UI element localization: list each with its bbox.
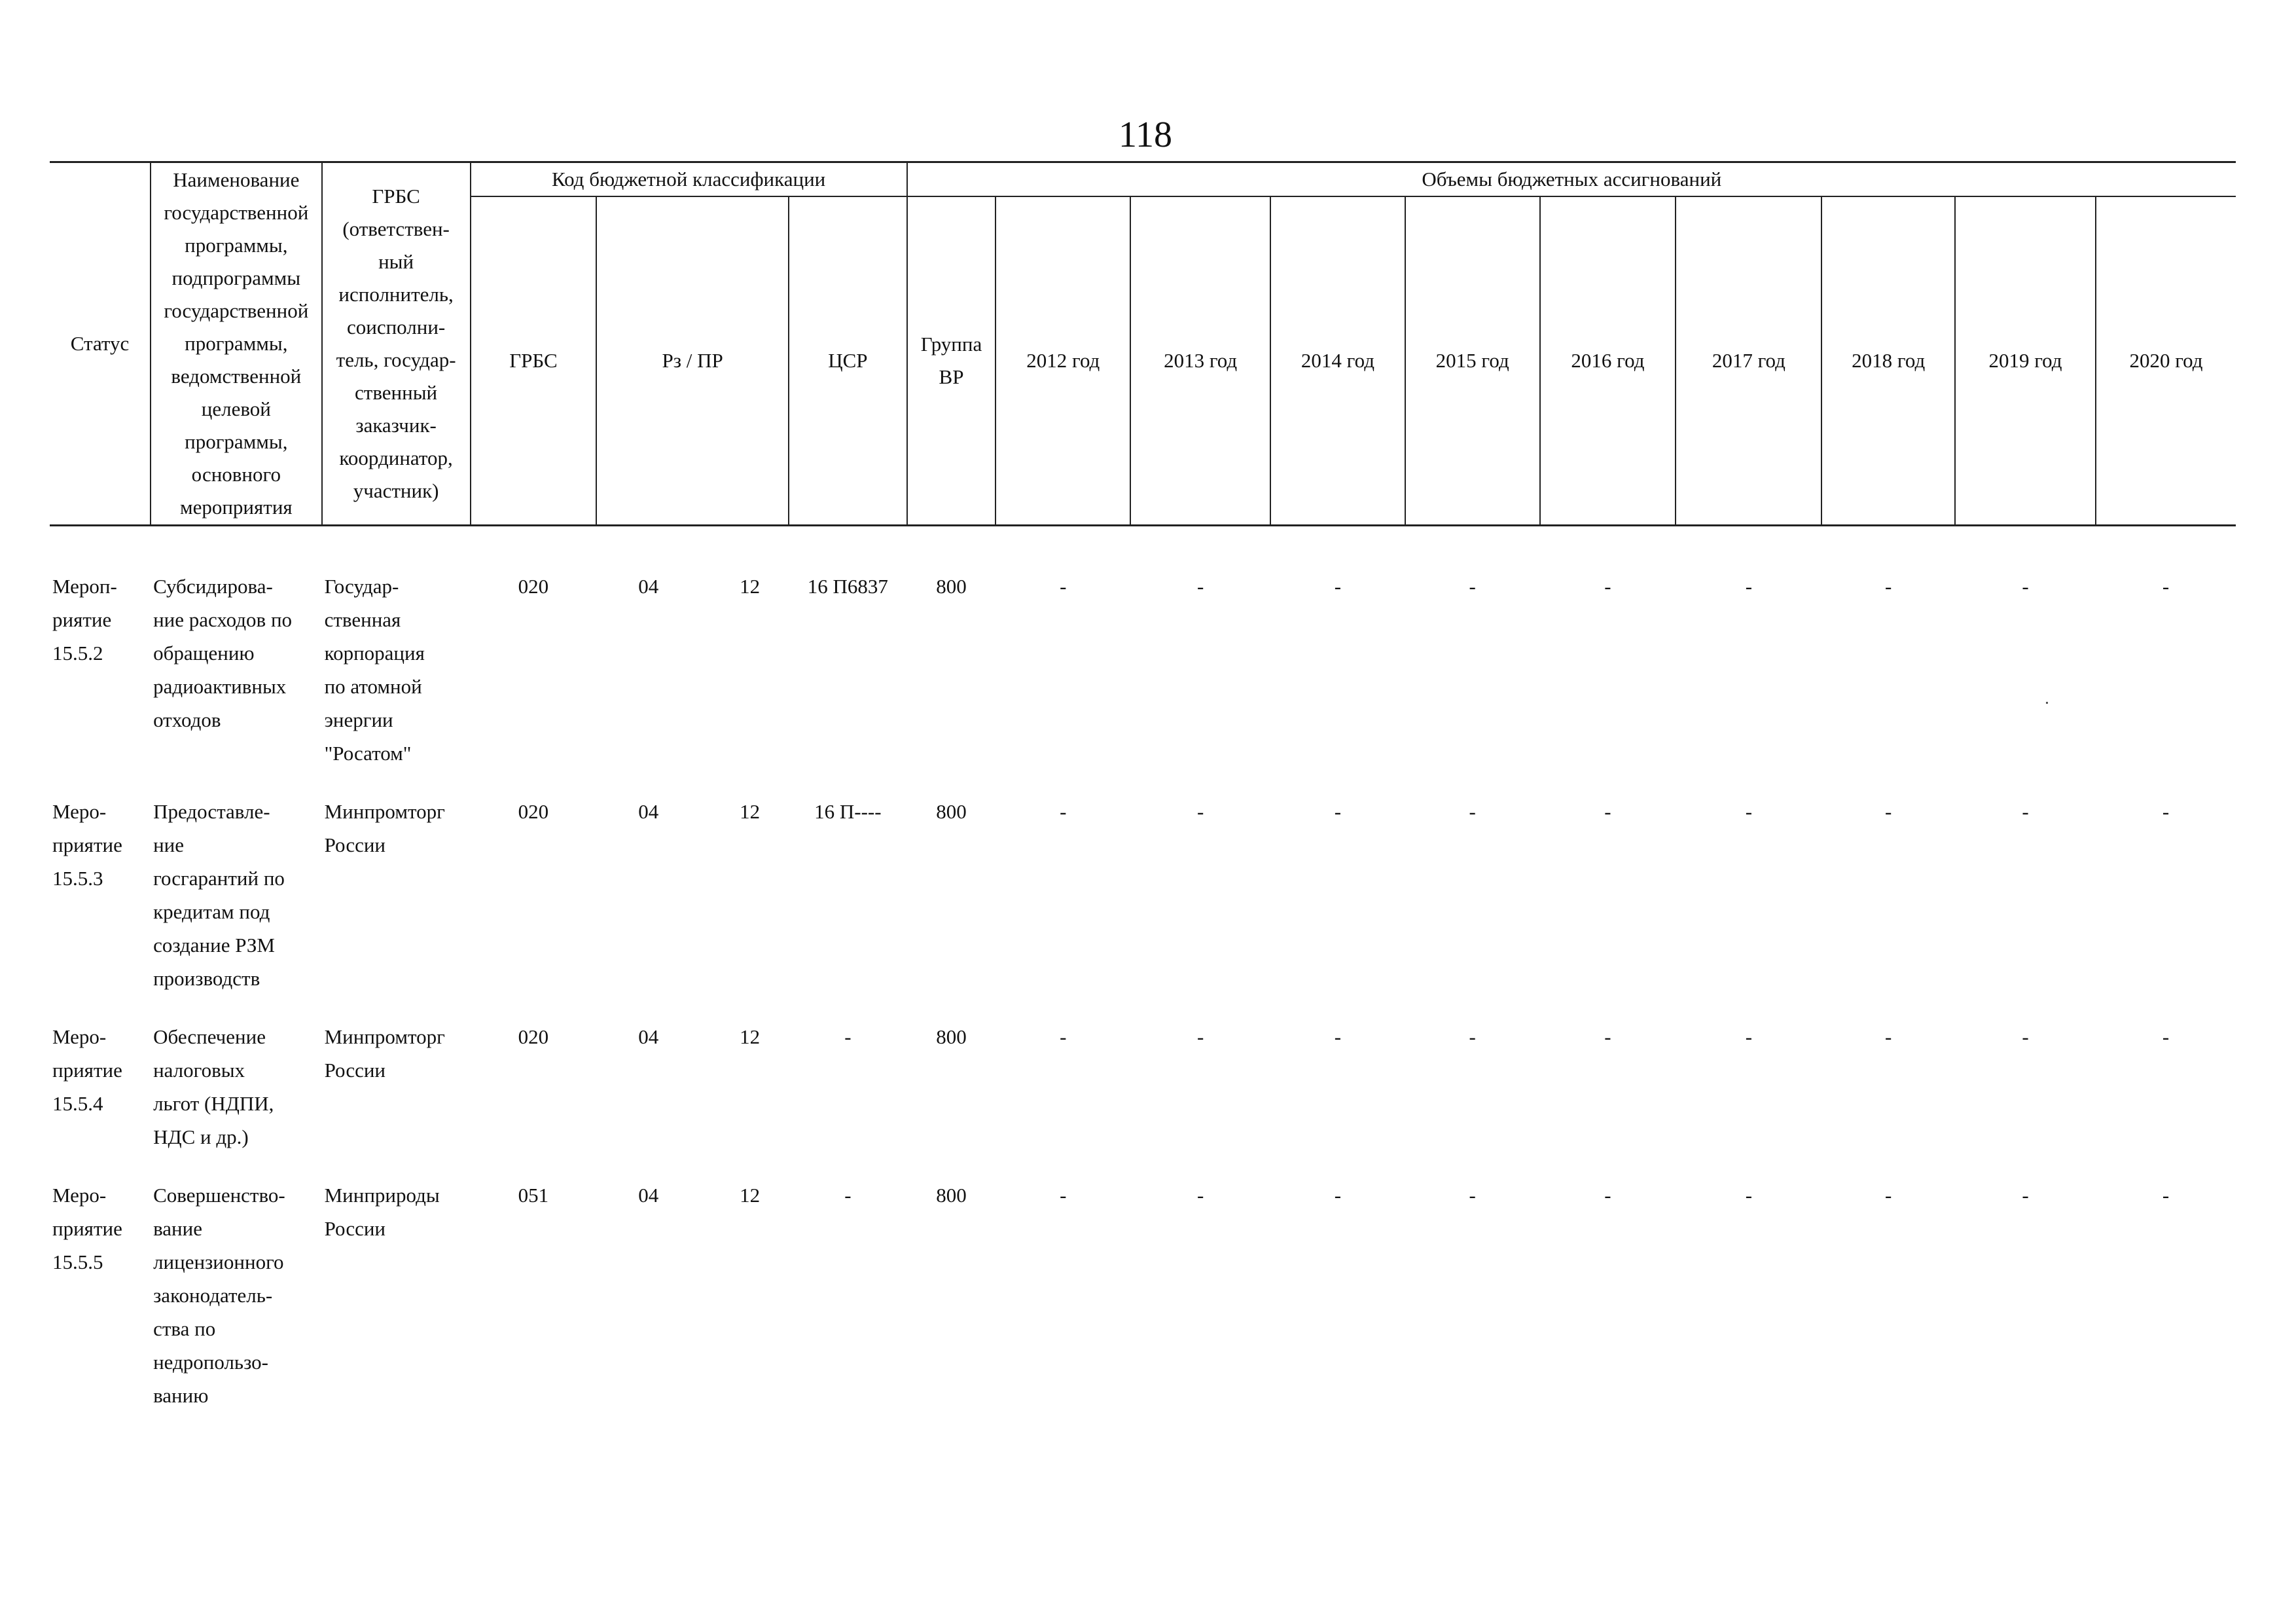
row-year-value: - bbox=[1469, 1184, 1476, 1207]
row-csr: - bbox=[844, 1025, 852, 1048]
row-year-value: - bbox=[1885, 800, 1892, 823]
row-year-value: - bbox=[1196, 1184, 1204, 1207]
row-status: Меро- приятие 15.5.4 bbox=[52, 1025, 122, 1115]
row-year-value: - bbox=[1196, 800, 1204, 823]
row-vr: 800 bbox=[936, 575, 967, 598]
header-year: 2013 год bbox=[1130, 196, 1270, 526]
header-rz-pr: Рз / ПР bbox=[596, 196, 789, 526]
table-row bbox=[50, 1178, 2236, 1412]
row-grbs: 020 bbox=[518, 575, 549, 598]
scan-speck bbox=[2046, 702, 2048, 704]
row-rz: 04 bbox=[638, 575, 659, 598]
row-year-value: - bbox=[1334, 1184, 1342, 1207]
row-rz: 04 bbox=[638, 1025, 659, 1048]
row-executor: Минприроды России bbox=[324, 1184, 440, 1240]
row-year-value: - bbox=[1196, 575, 1204, 598]
row-year-value: - bbox=[1334, 800, 1342, 823]
row-csr: 16 П6837 bbox=[807, 575, 888, 598]
row-pr: 12 bbox=[740, 1184, 761, 1207]
row-year-value: - bbox=[1334, 575, 1342, 598]
row-vr: 800 bbox=[936, 800, 967, 823]
row-pr: 12 bbox=[740, 575, 761, 598]
header-year: 2014 год bbox=[1270, 196, 1405, 526]
row-rz: 04 bbox=[638, 1184, 659, 1207]
row-year-value: - bbox=[1060, 575, 1067, 598]
table-row bbox=[50, 1020, 2236, 1154]
row-pr: 12 bbox=[740, 1025, 761, 1048]
row-year-value: - bbox=[2162, 800, 2170, 823]
row-year-value: - bbox=[1060, 1184, 1067, 1207]
header-year: 2017 год bbox=[1676, 196, 1821, 526]
page-number: 118 bbox=[1119, 115, 1172, 155]
row-year-value: - bbox=[1469, 800, 1476, 823]
row-grbs: 051 bbox=[518, 1184, 549, 1207]
header-year: 2016 год bbox=[1540, 196, 1676, 526]
row-name: Субсидирова- ние расходов по обращению радиоактивных отходов bbox=[153, 575, 293, 731]
row-year-value: - bbox=[1469, 1025, 1476, 1048]
row-year-value: - bbox=[1604, 575, 1611, 598]
header-year: 2020 год bbox=[2096, 196, 2236, 526]
header-csr: ЦСР bbox=[789, 196, 906, 526]
header-year: 2019 год bbox=[1955, 196, 2096, 526]
row-executor: Минпромторг России bbox=[324, 1025, 445, 1082]
row-year-value: - bbox=[2022, 575, 2029, 598]
row-csr: 16 П---- bbox=[814, 800, 882, 823]
row-grbs: 020 bbox=[518, 1025, 549, 1048]
header-year: 2012 год bbox=[996, 196, 1130, 526]
row-pr: 12 bbox=[740, 800, 761, 823]
row-year-value: - bbox=[1885, 575, 1892, 598]
table-row bbox=[50, 570, 2236, 770]
header-volumes-group: Объемы бюджетных ассигнований bbox=[907, 162, 2236, 197]
header-grbs-executor: ГРБС (ответствен- ный исполнитель, соисполни- тель, государ- ственный заказчик- координатор, участник) bbox=[322, 162, 471, 526]
row-year-value: - bbox=[1604, 1025, 1611, 1048]
row-year-value: - bbox=[1334, 1025, 1342, 1048]
row-year-value: - bbox=[1745, 1184, 1753, 1207]
header-kbk-group: Код бюджетной классификации bbox=[471, 162, 907, 197]
row-csr: - bbox=[844, 1184, 852, 1207]
row-status: Меро- приятие 15.5.5 bbox=[52, 1184, 122, 1273]
row-name: Совершенство- вание лицензионного законодатель- ства по недропользо- ванию bbox=[153, 1184, 285, 1407]
budget-table bbox=[50, 161, 2236, 1412]
row-year-value: - bbox=[1060, 800, 1067, 823]
header-grbs: ГРБС bbox=[471, 196, 597, 526]
row-year-value: - bbox=[2022, 1025, 2029, 1048]
row-year-value: - bbox=[2162, 1025, 2170, 1048]
table-row bbox=[50, 795, 2236, 995]
row-rz: 04 bbox=[638, 800, 659, 823]
row-vr: 800 bbox=[936, 1184, 967, 1207]
row-status: Мероп- риятие 15.5.2 bbox=[52, 575, 117, 665]
row-year-value: - bbox=[1604, 800, 1611, 823]
row-year-value: - bbox=[1060, 1025, 1067, 1048]
header-vr: Группа ВР bbox=[907, 196, 996, 526]
row-year-value: - bbox=[1745, 800, 1753, 823]
row-year-value: - bbox=[2162, 575, 2170, 598]
row-year-value: - bbox=[1604, 1184, 1611, 1207]
header-program-name: Наименование государственной программы, подпрограммы государственной программы, ведомственной целевой программы, основного мероприятия bbox=[151, 162, 322, 526]
row-name: Обеспечение налоговых льгот (НДПИ, НДС и др.) bbox=[153, 1025, 274, 1148]
row-year-value: - bbox=[1745, 1025, 1753, 1048]
row-year-value: - bbox=[2022, 800, 2029, 823]
header-year: 2015 год bbox=[1405, 196, 1540, 526]
row-executor: Минпромторг России bbox=[324, 800, 445, 856]
row-grbs: 020 bbox=[518, 800, 549, 823]
header-status: Статус bbox=[50, 162, 151, 526]
row-year-value: - bbox=[1885, 1184, 1892, 1207]
row-name: Предоставле- ние госгарантий по кредитам под создание РЗМ производств bbox=[153, 800, 285, 990]
header-year: 2018 год bbox=[1821, 196, 1955, 526]
row-year-value: - bbox=[2162, 1184, 2170, 1207]
row-year-value: - bbox=[1745, 575, 1753, 598]
row-year-value: - bbox=[1885, 1025, 1892, 1048]
row-status: Меро- приятие 15.5.3 bbox=[52, 800, 122, 890]
row-vr: 800 bbox=[936, 1025, 967, 1048]
row-year-value: - bbox=[1469, 575, 1476, 598]
row-year-value: - bbox=[2022, 1184, 2029, 1207]
row-year-value: - bbox=[1196, 1025, 1204, 1048]
row-executor: Государ- ственная корпорация по атомной энергии "Росатом" bbox=[324, 575, 425, 765]
